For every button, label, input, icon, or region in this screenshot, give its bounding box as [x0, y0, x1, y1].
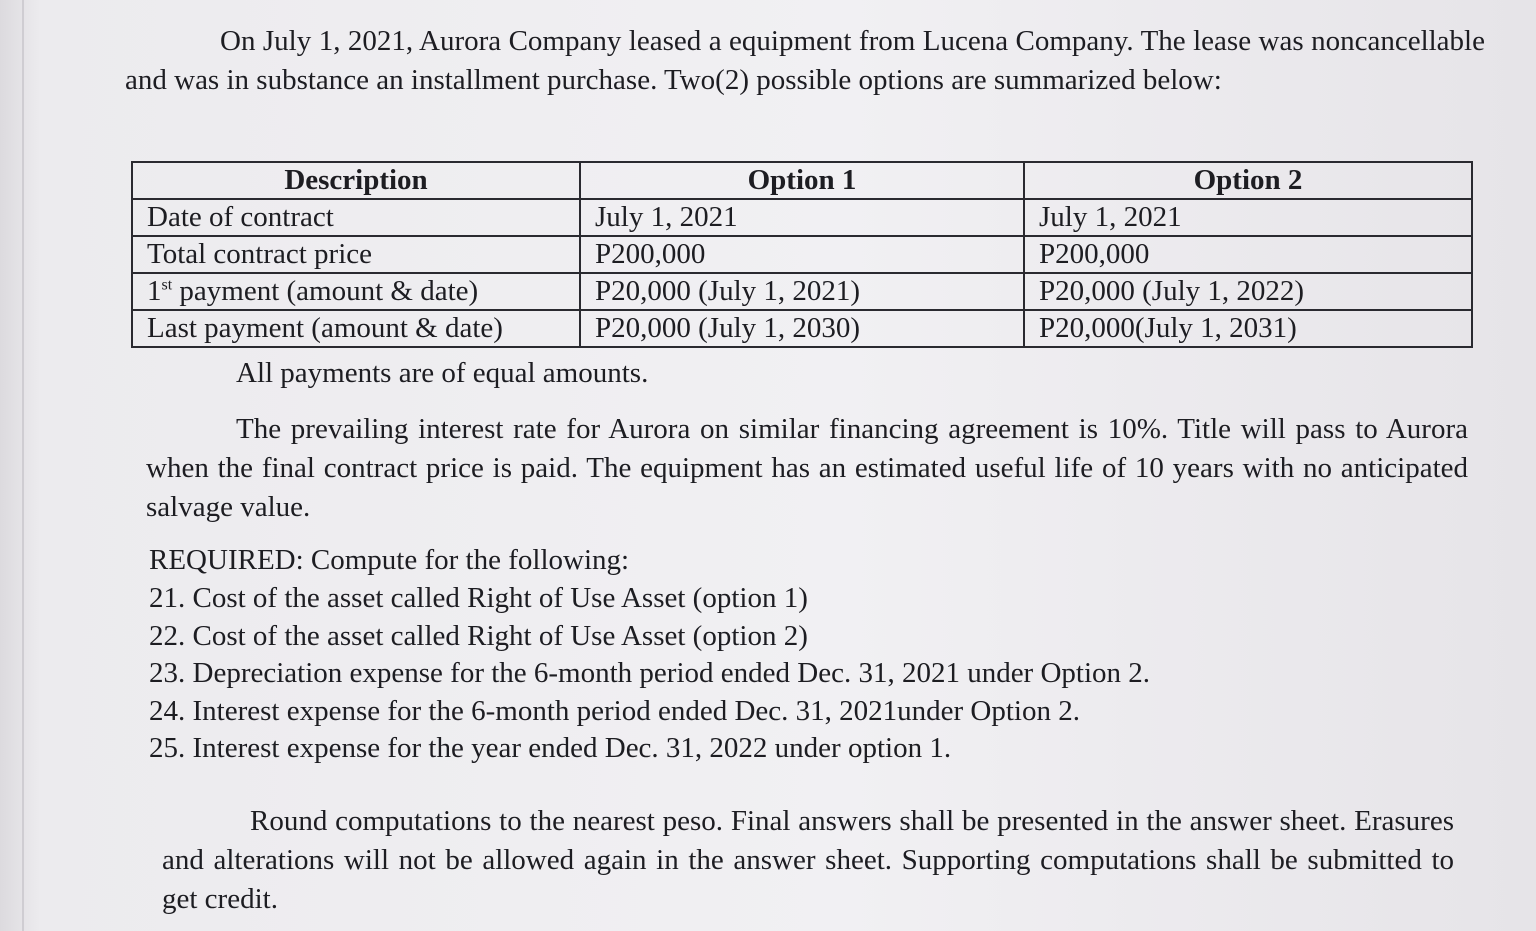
- interest-rate-text: The prevailing interest rate for Aurora on similar financing agreement is 10%. Title will pass to Aurora when the final contract price is paid. The equipment has an estimated useful life of 10 years with no anticipated salvage value.: [146, 413, 1468, 523]
- list-item: 25. Interest expense for the year ended Dec. 31, 2022 under option 1.: [149, 732, 952, 764]
- first-payment-label: payment (amount & date): [172, 275, 479, 307]
- table-row: [132, 199, 1472, 236]
- table-row: [132, 236, 1472, 273]
- header-option-1: Option 1: [580, 162, 1024, 199]
- interest-rate-paragraph: [146, 410, 1468, 527]
- table-row: [132, 273, 1472, 310]
- options-table: [131, 161, 1473, 348]
- intro-text: On July 1, 2021, Aurora Company leased a equipment from Lucena Company. The lease was noncancellable and was in substance an installment purchase. Two(2) possible options are summarized below:: [125, 25, 1485, 96]
- table-header-row: [132, 162, 1472, 199]
- header-option-2: Option 2: [1024, 162, 1472, 199]
- row-last-payment-opt1: P20,000 (July 1, 2030): [580, 310, 1024, 347]
- required-items-list: [149, 580, 1150, 768]
- row-price-desc: Total contract price: [132, 236, 580, 273]
- equal-payments-note: All payments are of equal amounts.: [236, 357, 649, 389]
- row-price-opt1: P200,000: [580, 236, 1024, 273]
- row-last-payment-desc: Last payment (amount & date): [132, 310, 580, 347]
- row-first-payment-opt1: P20,000 (July 1, 2021): [580, 273, 1024, 310]
- rounding-paragraph: [162, 802, 1454, 919]
- row-price-opt2: P200,000: [1024, 236, 1472, 273]
- row-last-payment-opt2: P20,000(July 1, 2031): [1024, 310, 1472, 347]
- list-item: 24. Interest expense for the 6-month period ended Dec. 31, 2021under Option 2.: [149, 694, 1080, 727]
- rounding-text: Round computations to the nearest peso. Final answers shall be presented in the answer sheet. Erasures and alterations will not be allowed again in the answer sheet. Supporting computations shall be submitted to get credit.: [162, 805, 1454, 915]
- first-payment-number: 1: [147, 275, 162, 307]
- intro-paragraph: [125, 22, 1485, 100]
- list-item: 22. Cost of the asset called Right of Use Asset (option 2): [149, 619, 808, 652]
- list-item: 23. Depreciation expense for the 6-month period ended Dec. 31, 2021 under Option 2.: [149, 657, 1151, 689]
- first-payment-ordinal: st: [161, 276, 173, 294]
- row-date-desc: Date of contract: [132, 199, 580, 236]
- row-first-payment-opt2: P20,000 (July 1, 2022): [1024, 273, 1472, 310]
- list-item: 21. Cost of the asset called Right of Use Asset (option 1): [149, 582, 808, 614]
- row-date-opt2: July 1, 2021: [1024, 199, 1472, 236]
- header-description: Description: [132, 162, 580, 199]
- table-row: [132, 310, 1472, 347]
- row-first-payment-desc: [132, 273, 580, 310]
- page-edge: [22, 0, 24, 931]
- required-heading: REQUIRED: Compute for the following:: [149, 544, 630, 576]
- row-date-opt1: July 1, 2021: [580, 199, 1024, 236]
